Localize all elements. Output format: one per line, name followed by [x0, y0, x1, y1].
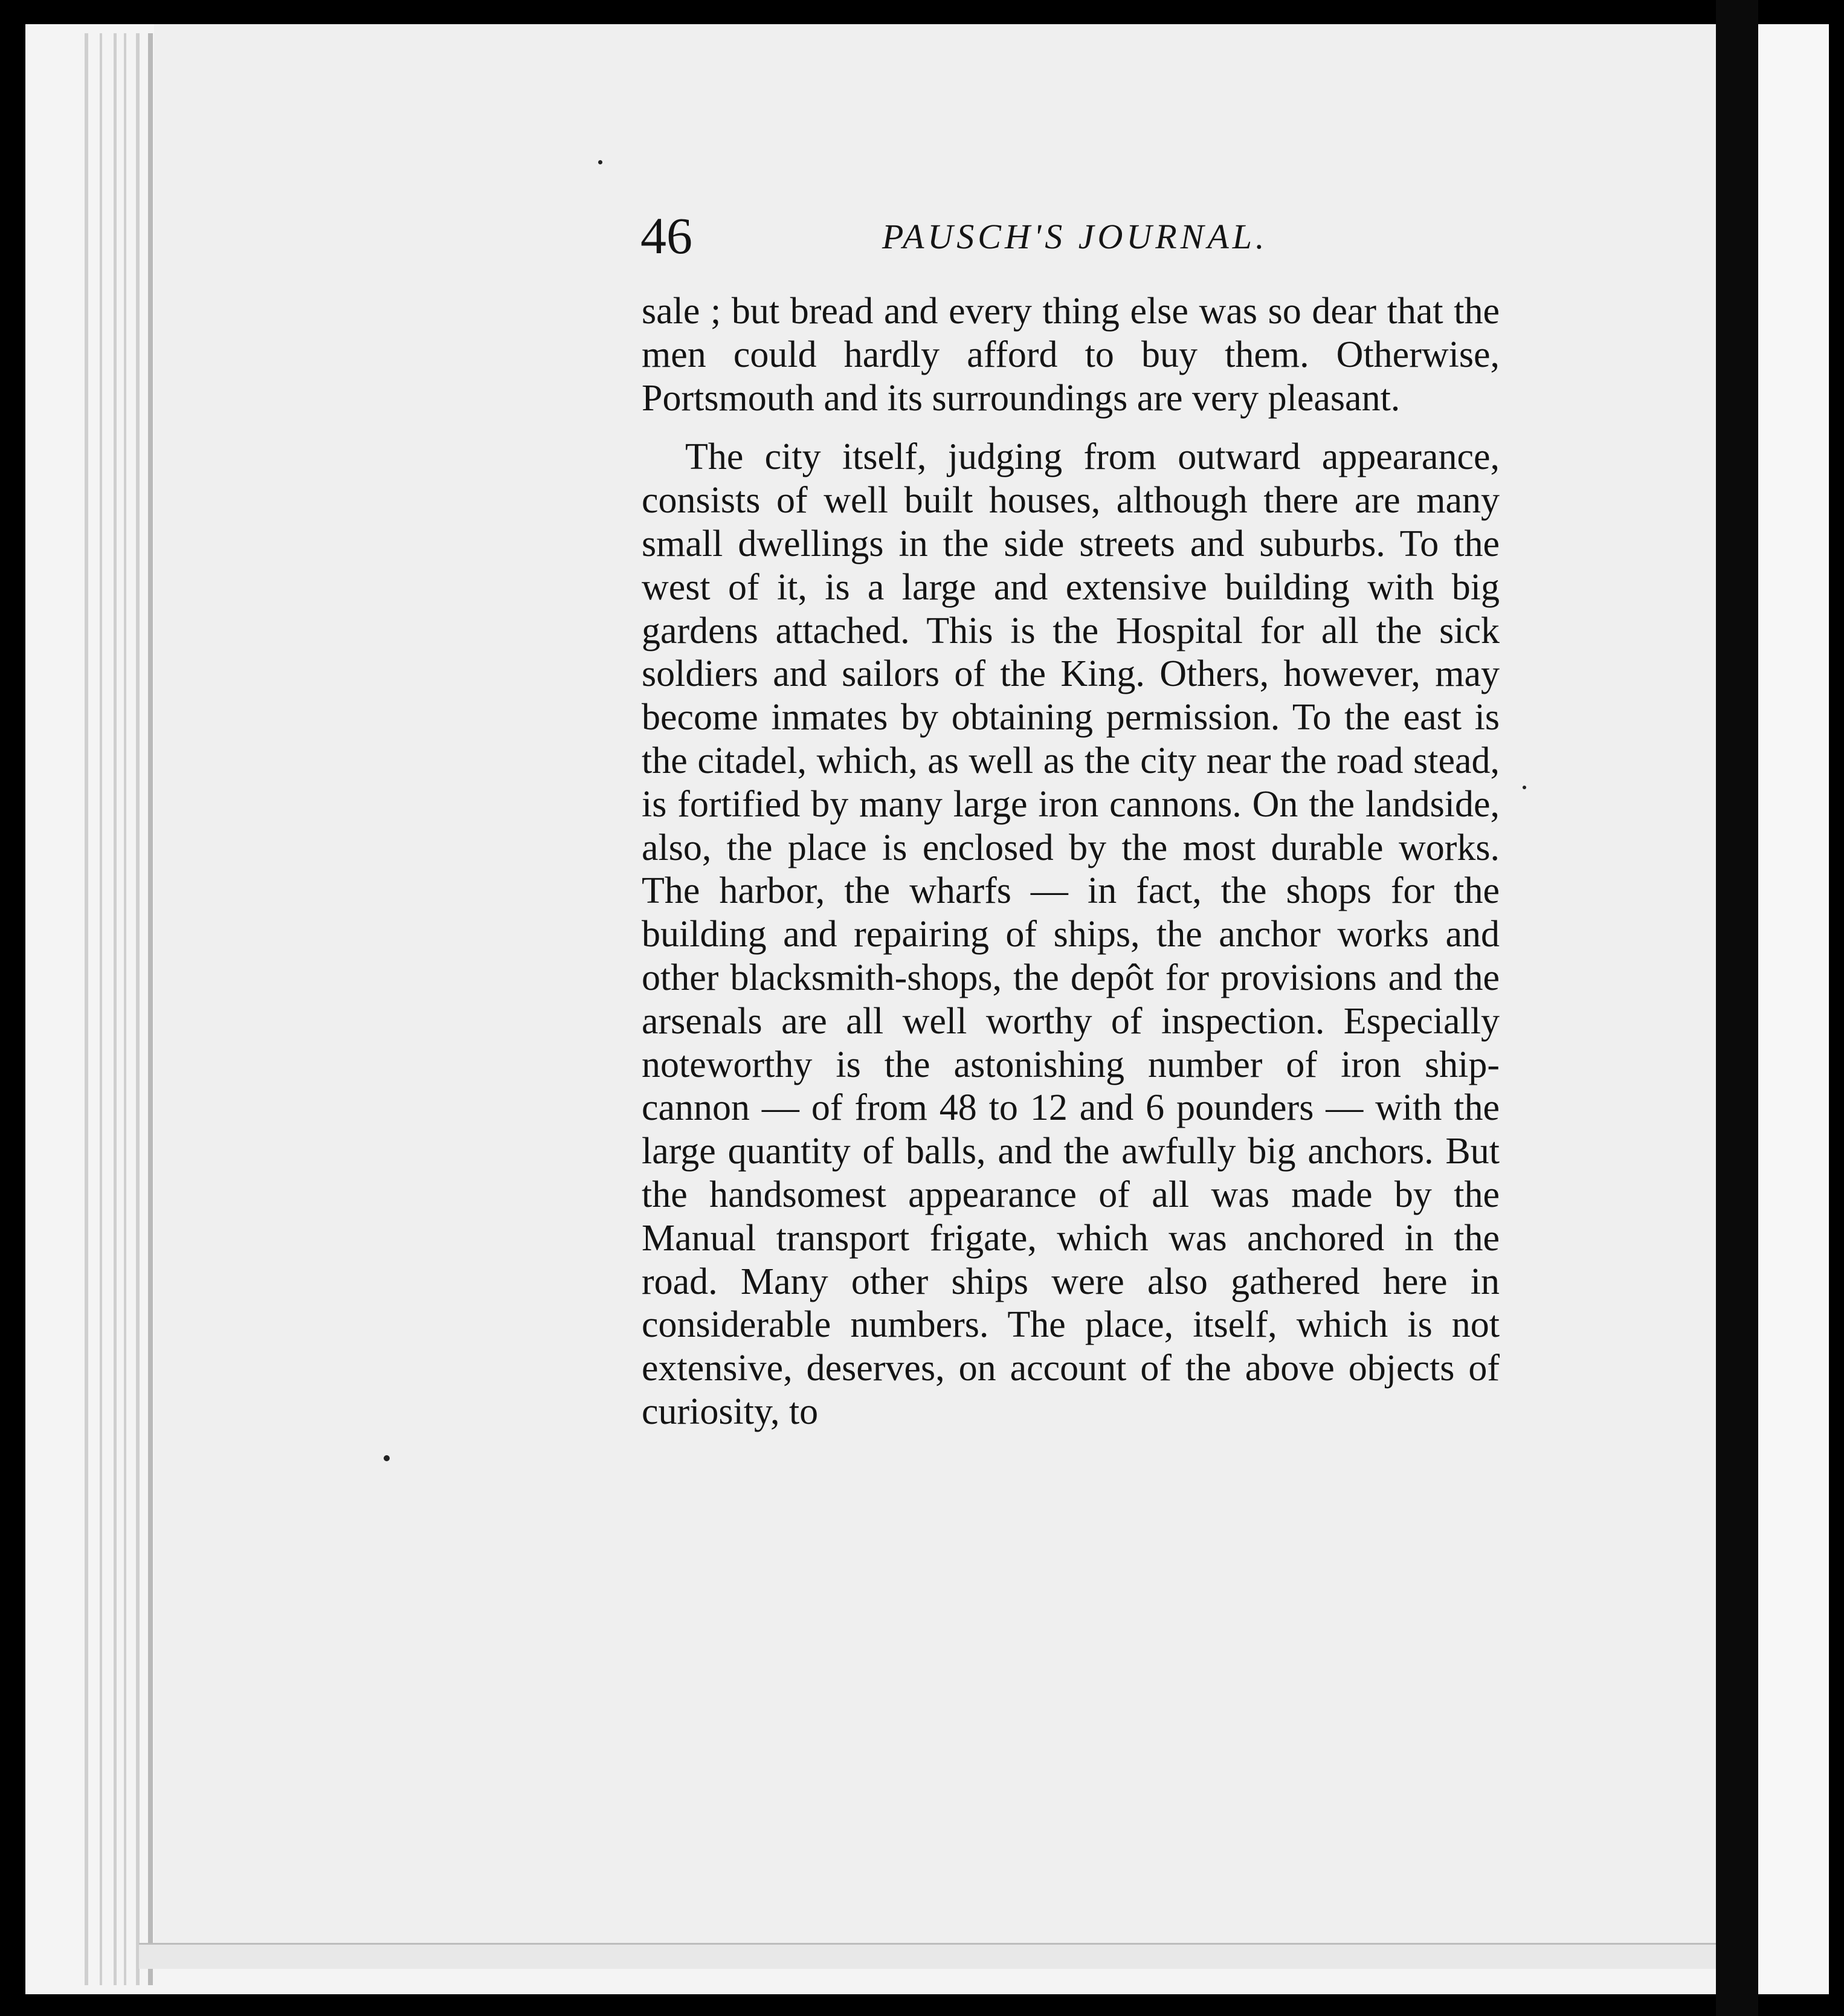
- scan-speck: [598, 160, 602, 164]
- book-page-edge: [100, 33, 102, 1985]
- book-page-edge: [114, 33, 117, 1985]
- scan-speck: [384, 1455, 390, 1461]
- page-number: 46: [640, 207, 692, 265]
- book-page-edge: [136, 33, 140, 1985]
- scan-right-dark-band: [1716, 0, 1758, 2016]
- book-page-edge: [85, 33, 88, 1985]
- body-text: [642, 290, 1500, 1434]
- paragraph: The city itself, judging from outward appearance, consists of well built houses, although there are many small dwellings in the side streets and suburbs. To the west of it, is a large and extensive building with big gardens attached. This is the Hospital for all the sick soldiers and sailors of the King. Others, however, may become inmates by obtaining permission. To the east is the citadel, which, as well as the city near the road stead, is fortified by many large iron cannons. On the landside, also, the place is enclosed by the most durable works. The harbor, the wharfs — in fact, the shops for the building and repairing of ships, the anchor works and other blacksmith-shops, the depôt for provisions and the arsenals are all well worthy of inspection. Especially noteworthy is the astonishing number of iron ship-cannon — of from 48 to 12 and 6 pounders — with the large quantity of balls, and the awfully big anchors. But the handsomest appearance of all was made by the Manual transport frigate, which was anchored in the road. Many other ships were also gathered here in considerable numbers. The place, itself, which is not extensive, deserves, on account of the above objects of curiosity, to: [642, 436, 1500, 1432]
- scan-speck: [1523, 786, 1526, 789]
- running-head: [640, 202, 1498, 269]
- book-page-edge: [148, 33, 153, 1985]
- running-title: PAUSCH'S JOURNAL.: [882, 217, 1268, 256]
- scan-right-margin: [1758, 24, 1829, 1994]
- book-page-bottom-edge: [139, 1943, 1716, 1969]
- paragraph: sale ; but bread and every thing else was so dear that the men could hardly afford to buy them. Otherwise, Portsmouth and its surroundings are very pleasant.: [642, 291, 1500, 419]
- book-page-edge: [124, 33, 126, 1985]
